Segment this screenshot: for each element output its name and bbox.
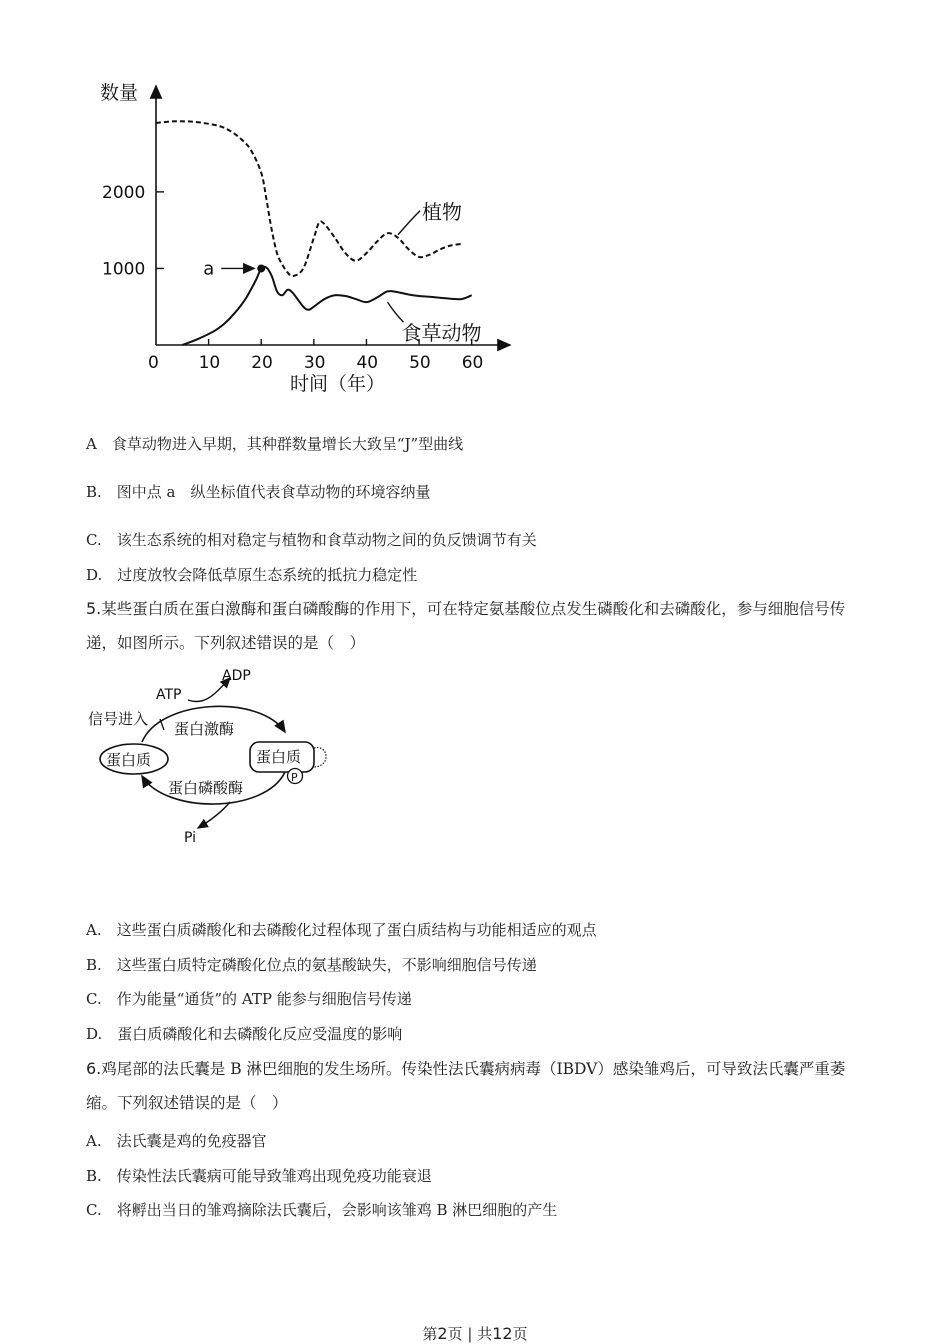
x-axis-label: 时间（年） <box>290 373 386 395</box>
origin-label: 0 <box>148 353 159 373</box>
plant-label-leader <box>398 211 420 235</box>
y-axis-label: 数量 <box>100 82 139 104</box>
plant-series-line <box>156 121 461 276</box>
x-tick-label: 60 <box>461 353 484 373</box>
protein-right-label: 蛋白质 <box>256 748 302 766</box>
population-chart <box>80 70 530 400</box>
y-tick-label: 2000 <box>102 182 146 203</box>
q5-option-c: C. 作为能量“通货”的 ATP 能参与细胞信号传递 <box>86 990 412 1008</box>
phosphate-label: P <box>291 771 298 784</box>
footer-post: 页 <box>512 1325 528 1343</box>
q4-option-d: D. 过度放牧会降低草原生态系统的抵抗力稳定性 <box>86 566 418 584</box>
pi-arrow <box>198 802 230 828</box>
page-footer <box>0 1323 950 1344</box>
footer-total-pages: 12 <box>492 1324 513 1343</box>
q4-option-a: A 食草动物进入早期，其种群数量增长大致呈“J”型曲线 <box>86 435 464 453</box>
q5-number: 5. <box>86 599 102 618</box>
kinase-label: 蛋白激酶 <box>174 720 235 738</box>
q4-option-b: B. 图中点 a 纵坐标值代表食草动物的环境容纳量 <box>86 483 431 501</box>
q5-stem <box>86 592 876 660</box>
protein-left-label: 蛋白质 <box>106 751 152 769</box>
q6-option-b: B. 传染性法氏囊病可能导致雏鸡出现免疫功能衰退 <box>86 1167 432 1185</box>
x-tick-label: 30 <box>303 353 326 373</box>
x-tick-label: 10 <box>198 353 221 373</box>
adp-label: ADP <box>222 668 251 684</box>
q5-option-d: D. 蛋白质磷酸化和去磷酸化反应受温度的影响 <box>86 1025 403 1043</box>
herbivore-series-label: 食草动物 <box>401 321 482 346</box>
pi-label: Pi <box>184 830 197 846</box>
herbivore-label-leader <box>388 302 404 322</box>
x-tick-label: 50 <box>409 353 431 373</box>
q6-stem <box>86 1052 876 1120</box>
point-a-marker <box>257 264 265 272</box>
q5-text: 某些蛋白质在蛋白激酶和蛋白磷酸酶的作用下，可在特定氨基酸位点发生磷酸化和去磷酸化，参与细胞信号传递，如图所示。下列叙述错误的是（ ） <box>86 600 846 652</box>
q6-option-c: C. 将孵出当日的雏鸡摘除法氏囊后，会影响该雏鸡 B 淋巴细胞的产生 <box>86 1201 558 1219</box>
q6-number: 6. <box>86 1059 102 1078</box>
x-tick-label: 40 <box>356 353 379 373</box>
q4-option-c: C. 该生态系统的相对稳定与植物和食草动物之间的负反馈调节有关 <box>86 531 537 549</box>
q6-text: 鸡尾部的法氏囊是 B 淋巴细胞的发生场所。传染性法氏囊病病毒（IBDV）感染雏鸡后，可导致法氏囊严重萎缩。下列叙述错误的是（ ） <box>86 1060 846 1112</box>
y-tick-label: 1000 <box>102 259 146 280</box>
footer-mid: 页 | 共 <box>447 1325 493 1343</box>
signal-label: 信号进入 <box>88 710 149 728</box>
footer-page-number: 2 <box>437 1324 448 1343</box>
footer-pre: 第 <box>422 1325 438 1343</box>
phosphatase-label: 蛋白磷酸酶 <box>168 779 244 797</box>
atp-label: ATP <box>156 687 182 703</box>
q5-option-b: B. 这些蛋白质特定磷酸化位点的氨基酸缺失，不影响细胞信号传递 <box>86 956 537 974</box>
active-site-icon <box>314 748 326 767</box>
q6-option-a: A. 法氏囊是鸡的免疫器官 <box>86 1132 267 1150</box>
x-tick-label: 20 <box>251 353 273 373</box>
plant-series-label: 植物 <box>422 199 463 224</box>
q5-option-a: A. 这些蛋白质磷酸化和去磷酸化过程体现了蛋白质结构与功能相适应的观点 <box>86 921 597 939</box>
y-ticks <box>102 183 164 280</box>
phosphorylation-diagram <box>80 664 350 854</box>
point-a-label: a <box>203 258 215 280</box>
